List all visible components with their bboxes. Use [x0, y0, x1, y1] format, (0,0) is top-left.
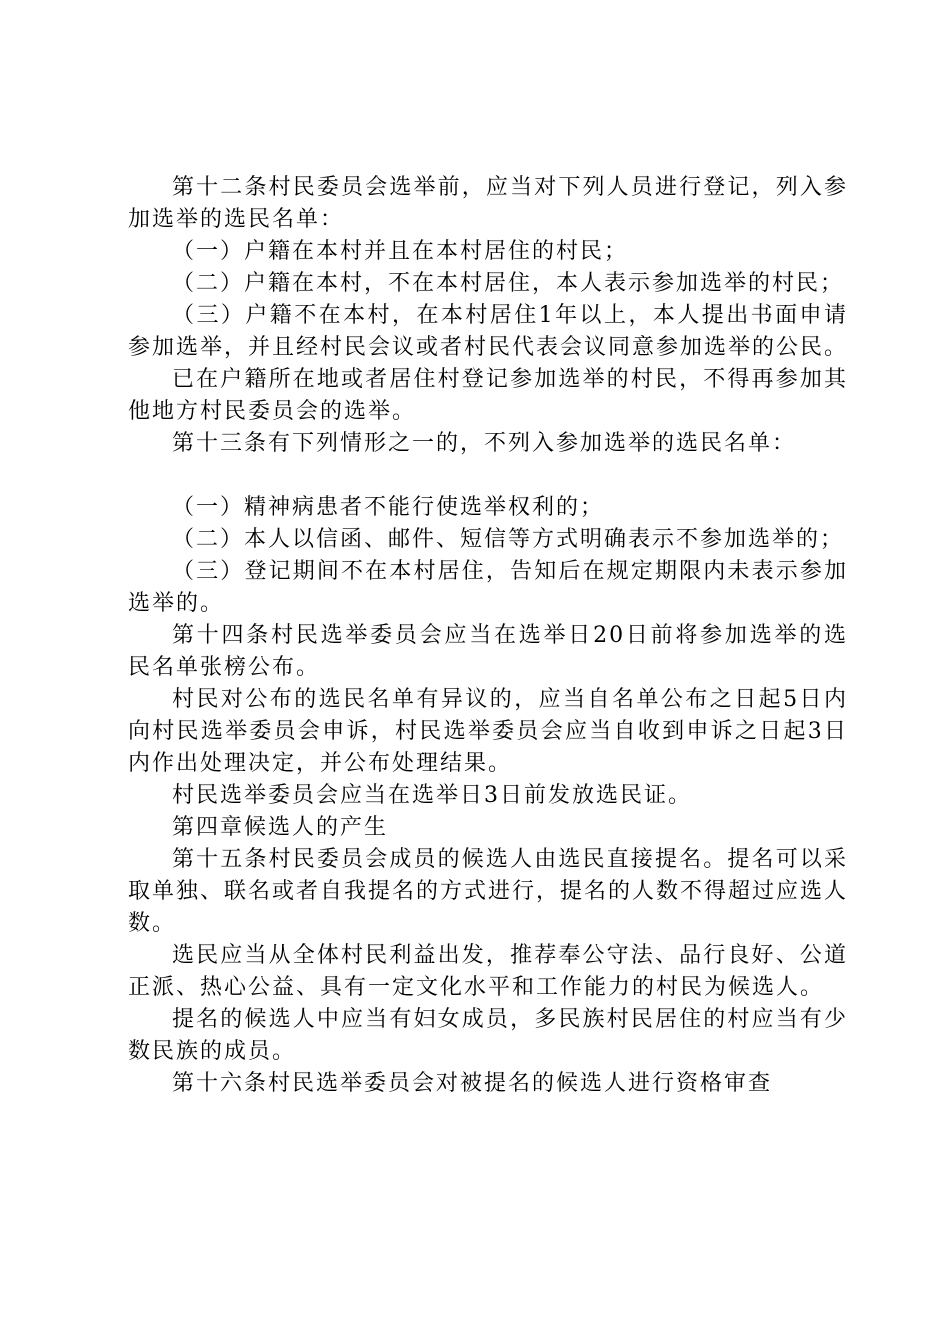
article-13-item-2: （二）本人以信函、邮件、短信等方式明确表示不参加选举的； — [172, 527, 845, 552]
article-14: 第十四条村民选举委员会应当在选举日20日前将参加选举的选民名单张榜公布。 — [128, 623, 848, 680]
article-13-intro: 第十三条有下列情形之一的，不列入参加选举的选民名单： — [172, 431, 797, 456]
document-body — [128, 172, 848, 1100]
article-15-diversity: 提名的候选人中应当有妇女成员，多民族村民居住的村应当有少数民族的成员。 — [128, 1007, 848, 1064]
article-13-item-1: （一）精神病患者不能行使选举权利的； — [172, 495, 605, 520]
article-12-intro: 第十二条村民委员会选举前，应当对下列人员进行登记，列入参加选举的选民名单： — [128, 175, 848, 232]
article-15: 第十五条村民委员会成员的候选人由选民直接提名。提名可以采取单独、联名或者自我提名的方式进行，提名的人数不得超过应选人数。 — [128, 847, 849, 936]
article-13-item-3: （三）登记期间不在本村居住，告知后在规定期限内未表示参加选举的。 — [128, 559, 848, 616]
chapter-4-heading: 第四章候选人的产生 — [172, 815, 389, 840]
article-14-voter-card: 村民选举委员会应当在选举日3日前发放选民证。 — [172, 783, 692, 808]
article-15-criteria: 选民应当从全体村民利益出发，推荐奉公守法、品行良好、公道正派、热心公益、具有一定文化水平和工作能力的村民为候选人。 — [128, 943, 848, 1000]
article-14-objection: 村民对公布的选民名单有异议的，应当自名单公布之日起5日内向村民选举委员会申诉，村民选举委员会应当自收到申诉之日起3日内作出处理决定，并公布处理结果。 — [128, 687, 848, 776]
article-12-item-3: （三）户籍不在本村，在本村居住1年以上，本人提出书面申请参加选举，并且经村民会议或者村民代表会议同意参加选举的公民。 — [128, 303, 849, 360]
article-16: 第十六条村民选举委员会对被提名的候选人进行资格审查 — [172, 1071, 773, 1096]
article-12-note: 已在户籍所在地或者居住村登记参加选举的村民，不得再参加其他地方村民委员会的选举。 — [128, 367, 848, 424]
article-12-item-1: （一）户籍在本村并且在本村居住的村民； — [172, 239, 629, 264]
article-12-item-2: （二）户籍在本村，不在本村居住，本人表示参加选举的村民； — [172, 271, 845, 296]
